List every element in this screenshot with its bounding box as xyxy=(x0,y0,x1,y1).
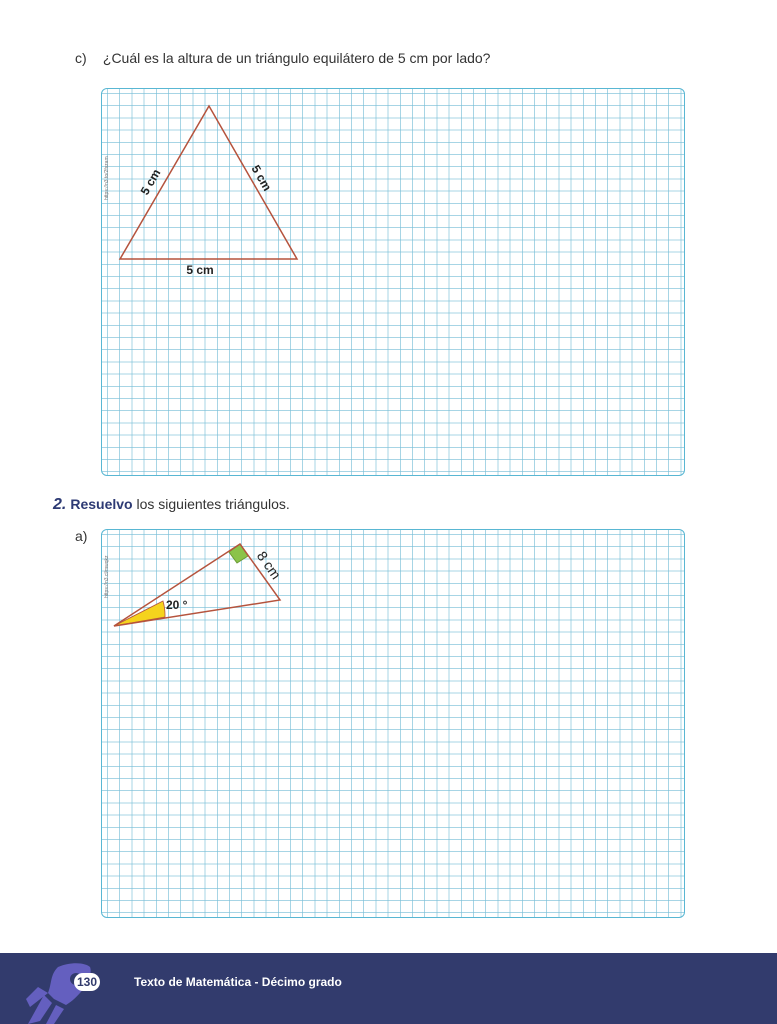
question-letter: c) xyxy=(75,50,87,66)
side-bottom-label: 5 cm xyxy=(186,263,214,277)
section-number: 2. xyxy=(53,496,67,513)
right-angle-marker xyxy=(229,544,248,563)
figure-2-code: https://n3.cl/mwqkz xyxy=(104,555,110,598)
footer-title: Texto de Matemática - Décimo grado xyxy=(134,975,342,989)
page-number: 130 xyxy=(74,973,100,991)
side-8cm-label: 8 cm xyxy=(253,548,285,583)
section-text: los siguientes triángulos. xyxy=(132,496,290,512)
side-left-label: 5 cm xyxy=(137,166,164,198)
section-bold-word: Resuelvo xyxy=(70,496,133,512)
side-right-label: 5 cm xyxy=(248,162,275,194)
question-text: ¿Cuál es la altura de un triángulo equilátero de 5 cm por lado? xyxy=(102,50,491,66)
angle-label: 20 ° xyxy=(166,598,188,612)
page-footer xyxy=(0,953,777,1024)
figure-1-code: https://n3.to/2fszam xyxy=(104,156,110,200)
sub-question-a: a) xyxy=(75,528,88,544)
